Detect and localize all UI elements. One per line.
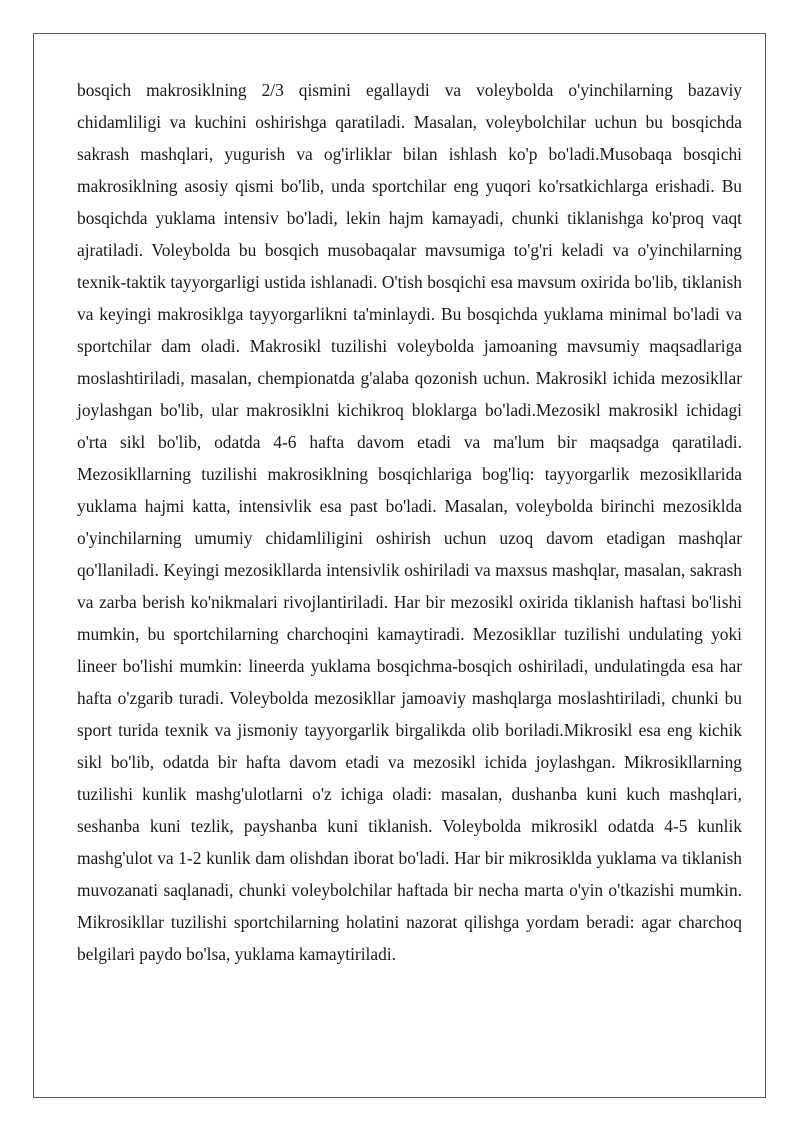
page-frame — [33, 33, 766, 1098]
body-text: bosqich makrosiklning 2/3 qismini egallaydi va voleybolda o'yinchilarning bazaviy chidamliligi va kuchini oshirishga qaratiladi. Masalan, voleybolchilar uchun bu bosqichda sakrash mashqlari, yugurish va og'irliklar bilan ishlash ko'p bo'ladi.Musobaqa bosqichi makrosiklning asosiy qismi bo'lib, unda sportchilar eng yuqori ko'rsatkichlarga erishadi. Bu bosqichda yuklama intensiv bo'ladi, lekin hajm kamayadi, chunki tiklanishga ko'proq vaqt ajratiladi. Voleybolda bu bosqich musobaqalar mavsumiga to'g'ri keladi va o'yinchilarning texnik-taktik tayyorgarligi ustida ishlanadi. O'tish bosqichi esa mavsum oxirida bo'lib, tiklanish va keyingi makrosiklga tayyorgarlikni ta'minlaydi. Bu bosqichda yuklama minimal bo'ladi va sportchilar dam oladi. Makrosikl tuzilishi voleybolda jamoaning mavsumiy maqsadlariga moslashtiriladi, masalan, chempionatda g'alaba qozonish uchun. Makrosikl ichida mezosikllar joylashgan bo'lib, ular makrosiklni kichikroq bloklarga bo'ladi.Mezosikl makrosikl ichidagi o'rta sikl bo'lib, odatda 4-6 hafta davom etadi va ma'lum bir maqsadga qaratiladi. Mezosikllarning tuzilishi makrosiklning bosqichlariga bog'liq: tayyorgarlik mezosikllarida yuklama hajmi katta, intensivlik esa past bo'ladi. Masalan, voleybolda birinchi mezosiklda o'yinchilarning umumiy chidamliligini oshirish uchun uzoq davom etadigan mashqlar qo'llaniladi. Keyingi mezosikllarda intensivlik oshiriladi va maxsus mashqlar, masalan, sakrash va zarba berish ko'nikmalari rivojlantiriladi. Har bir mezosikl oxirida tiklanish haftasi bo'lishi mumkin, bu sportchilarning charchoqini kamaytiradi. Mezosikllar tuzilishi undulating yoki lineer bo'lishi mumkin: lineerda yuklama bosqichma-bosqich oshiriladi, undulatingda esa har hafta o'zgarib turadi. Voleybolda mezosikllar jamoaviy mashqlarga moslashtiriladi, chunki bu sport turida texnik va jismoniy tayyorgarlik birgalikda olib boriladi.Mikrosikl esa eng kichik sikl bo'lib, odatda bir hafta davom etadi va mezosikl ichida joylashgan. Mikrosikllarning tuzilishi kunlik mashg'ulotlarni o'z ichiga oladi: masalan, dushanba kuni kuch mashqlari, seshanba kuni tezlik, payshanba kuni tiklanish. Voleybolda mikrosikl odatda 4-5 kunlik mashg'ulot va 1-2 kunlik dam olishdan iborat bo'ladi. Har bir mikrosiklda yuklama va tiklanish muvozanati saqlanadi, chunki voleybolchilar haftada bir necha marta o'yin o'tkazishi mumkin. Mikrosikllar tuzilishi sportchilarning holatini nazorat qilishga yordam beradi: agar charchoq belgilari paydo bo'lsa, yuklama kamaytiriladi. — [77, 80, 742, 964]
